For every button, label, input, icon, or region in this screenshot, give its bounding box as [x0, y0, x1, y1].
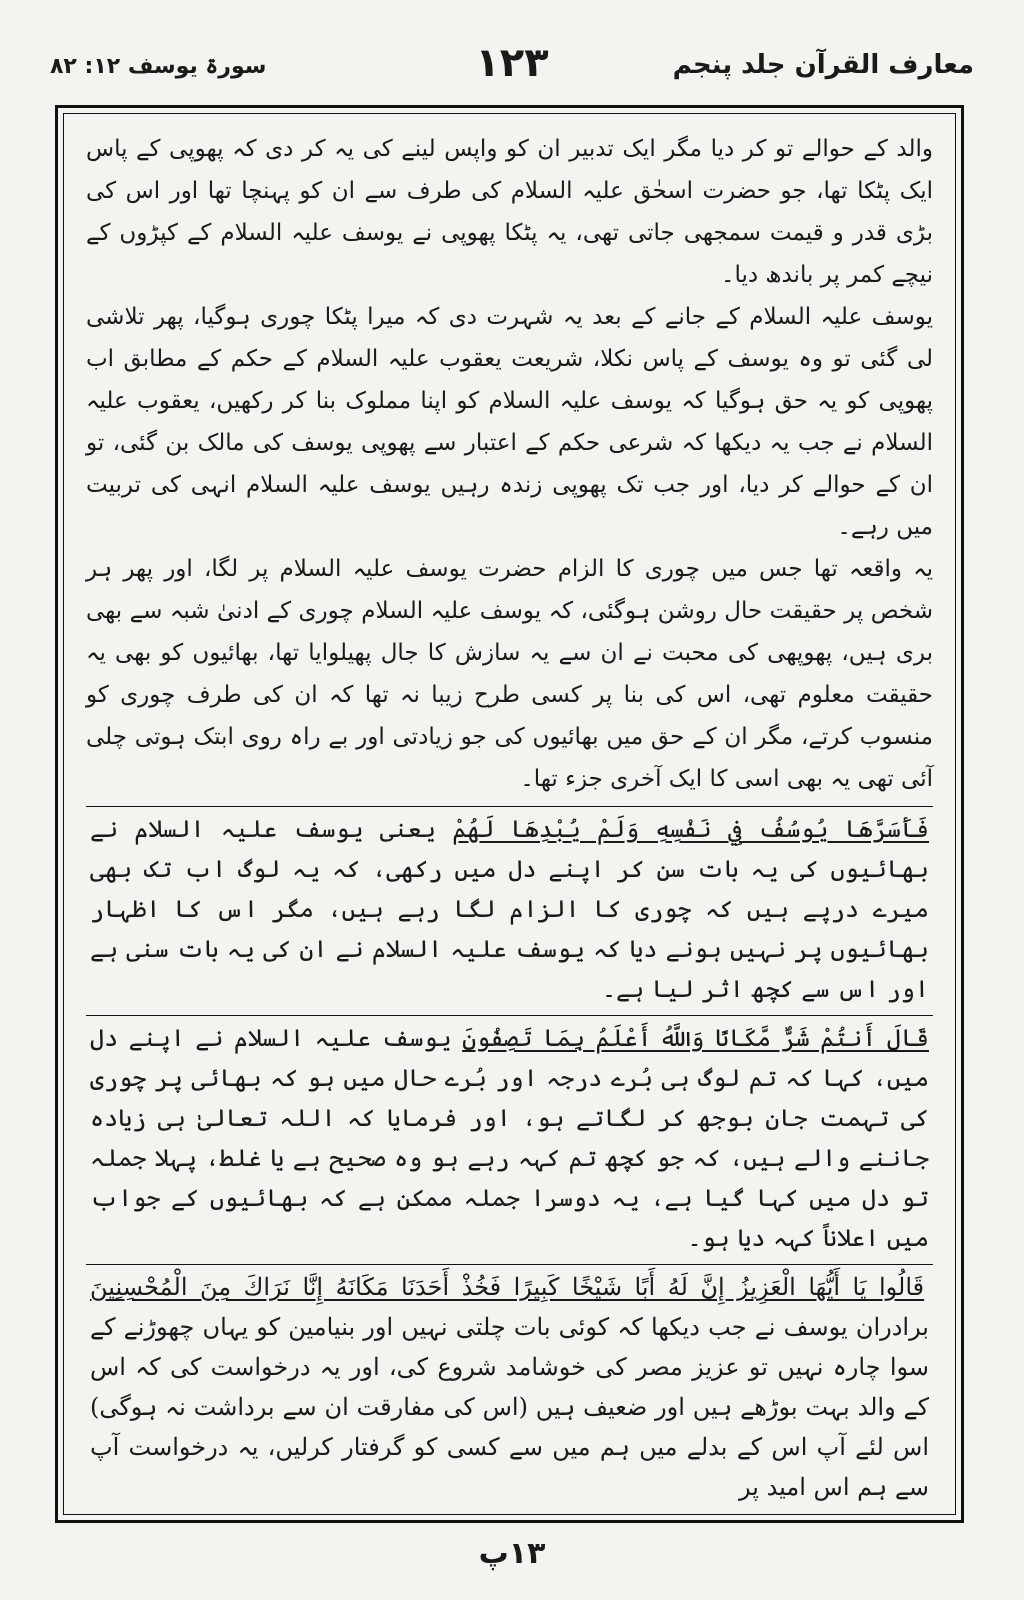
- quran-verse-2: قَالَ أَنتُمْ شَرٌّ مَّكَانًا وَاللَّهُ أَعْلَمُ بِمَا تَصِفُونَ: [462, 1024, 929, 1052]
- quran-commentary-3: برادران یوسف نے جب دیکھا کہ کوئی بات چلتی نہیں اور بنیامین کو یہاں چھوڑنے کے سوا چارہ نہیں تو عزیز مصر کی خوشامد شروع کی، اور یہ درخواست کی کہ اس کے والد بہت بوڑھے ہیں اور ضعیف ہیں (اس کی مفارقت ان سے برداشت نہ ہوگی) اس لئے آپ اس کے بدلے میں ہم میں سے کسی کو گرفتار کرلیں، یہ درخواست آپ سے ہم اس امید پر: [90, 1313, 929, 1501]
- quran-commentary-1: یعنی یوسف علیہ السلام نے بھائیوں کی یہ بات سن کر اپنے دل میں رکھی، کہ یہ لوگ اب تک بھی میرے درپے ہیں کہ چوری کا الزام لگا رہے ہیں، مگر اس کا اظہار بھائیوں پر نہیں ہونے دیا کہ یوسف علیہ السلام نے ان کی یہ بات سنی ہے اور اس سے کچھ اثر لیا ہے۔: [90, 815, 929, 1003]
- surah-reference: سورۃ یوسف ۱۲: ۸۲: [50, 54, 267, 79]
- book-title: معارف القرآن جلد پنجم: [672, 50, 974, 80]
- page-header: [50, 40, 974, 100]
- para-marker: ۱۳پ: [478, 1536, 546, 1571]
- page-border: [55, 105, 964, 1523]
- quran-verse-3: قَالُوا يَا أَيُّهَا الْعَزِيزُ إِنَّ لَهُ أَبًا شَيْخًا كَبِيرًا فَخُذْ أَحَدَنَا مَكَانَهُ إِنَّا نَرَاكَ مِنَ الْمُحْسِنِينَ: [90, 1273, 925, 1301]
- quran-block-2: [86, 1015, 933, 1258]
- text-body: [63, 113, 956, 1515]
- paragraph-1: والد کے حوالے تو کر دیا مگر ایک تدبیر ان کو واپس لینے کی یہ کر دی کہ پھوپی کے پاس ایک پٹکا تھا، جو حضرت اسحٰق علیہ السلام کی طرف سے ان کو پہنچا تھا اور اس کی بڑی قدر و قیمت سمجھی جاتی تھی، یہ پٹکا پھوپی نے یوسف علیہ السلام کے کپڑوں کے نیچے کمر پر باندھ دیا۔: [86, 136, 933, 288]
- quran-block-1: [86, 806, 933, 1009]
- paragraph-2: یوسف علیہ السلام کے جانے کے بعد یہ شہرت دی کہ میرا پٹکا چوری ہوگیا، پھر تلاشی لی گئی تو وہ یوسف کے پاس نکلا، شریعت یعقوب علیہ السلام کے حکم کے مطابق اب پھوپی کو یہ حق ہوگیا کہ یوسف علیہ السلام کو اپنا مملوک بنا کر رکھیں، یعقوب علیہ السلام نے جب یہ دیکھا کہ شرعی حکم کے اعتبار سے پھوپی یوسف کی مالک بن گئی، تو ان کے حوالے کر دیا، اور جب تک پھوپی زندہ رہیں یوسف علیہ السلام انہی کی تربیت میں رہے۔: [86, 304, 933, 540]
- page-number: ۱۲۳: [475, 40, 549, 86]
- paragraph-3: یہ واقعہ تھا جس میں چوری کا الزام حضرت یوسف علیہ السلام پر لگا، اور پھر ہر شخص پر حقیقت حال روشن ہوگئی، کہ یوسف علیہ السلام چوری کے ادنیٰ شبہ سے بھی بری ہیں، پھوپھی کی محبت نے ان سے یہ سازش کا جال پھیلوایا تھا، بھائیوں کو بھی یہ حقیقت معلوم تھی، اس کی بنا پر کسی طرح زیبا نہ تھا کہ ان کی طرف چوری کو منسوب کرتے، مگر ان کے حق میں بھائیوں کی جو زیادتی اور بے راہ روی ابتک ہوتی چلی آئی تھی یہ بھی اسی کا ایک آخری جزء تھا۔: [86, 556, 934, 792]
- quran-verse-1: فَأَسَرَّهَا يُوسُفُ فِي نَفْسِهِ وَلَمْ يُبْدِهَا لَهُمْ: [452, 815, 929, 843]
- quran-block-3: [86, 1264, 933, 1507]
- quran-commentary-2: یوسف علیہ السلام نے اپنے دل میں، کہا کہ تم لوگ ہی بُرے درجہ اور بُرے حال میں ہو کہ بھائی پر چوری کی تہمت جان بوجھ کر لگاتے ہو، اور فرمایا کہ اللہ تعالیٰ ہی زیادہ جاننے والے ہیں، کہ جو کچھ تم کہہ رہے ہو وہ صحیح ہے یا غلط، پہلا جملہ تو دل میں کہا گیا ہے، یہ دوسرا جملہ ممکن ہے کہ بھائیوں کے جواب میں اعلاناً کہہ دیا ہو۔: [90, 1024, 929, 1252]
